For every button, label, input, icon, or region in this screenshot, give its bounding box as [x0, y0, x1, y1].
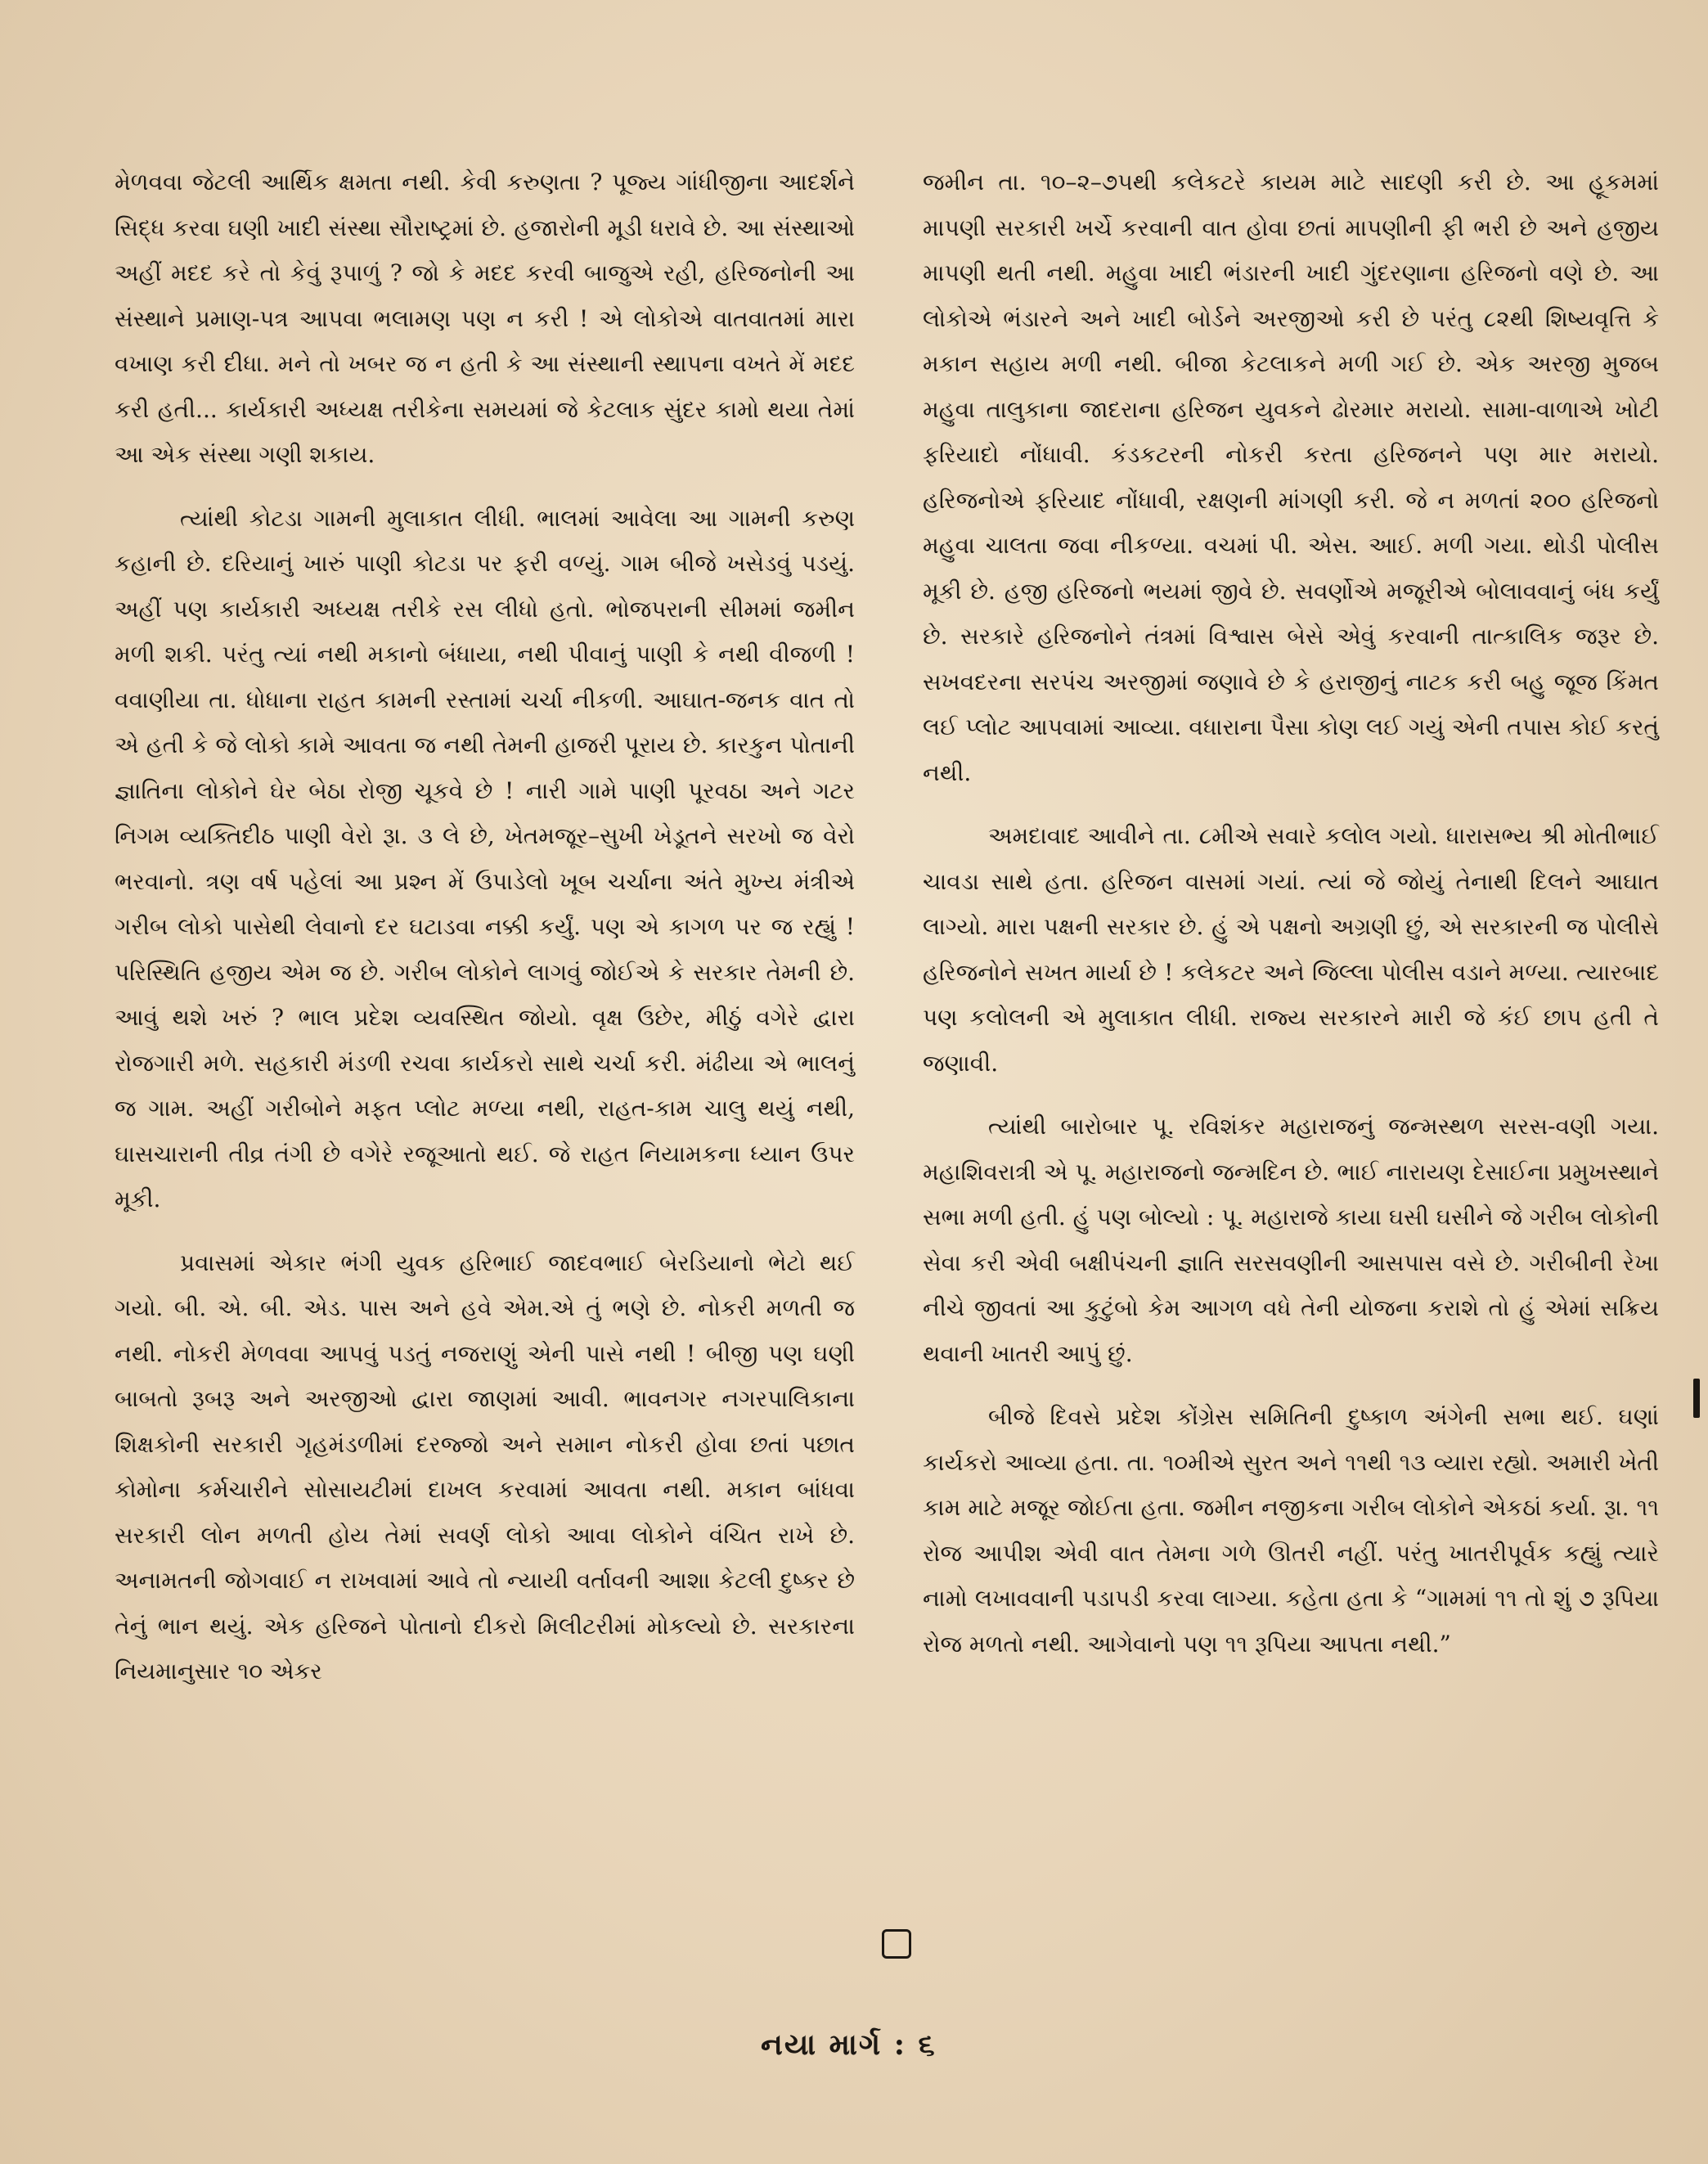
paragraph: અમદાવાદ આવીને તા. ૮મીએ સવારે કલોલ ગયો. ધારાસભ્ય શ્રી મોતીભાઈ ચાવડા સાથે હતા. હરિજન વાસમાં ગયાં. ત્યાં જે જોયું તેનાથી દિલને આઘાત લાગ્યો. મારા પક્ષની સરકાર છે. હું એ પક્ષનો અગ્રણી છું, એ સરકારની જ પોલીસે હરિજનોને સખત માર્યા છે ! કલેકટર અને જિલ્લા પોલીસ વડાને મળ્યા. ત્યારબાદ પણ કલોલની એ મુલાકાત લીધી. રાજ્ય સરકારને મારી જે કંઈ છાપ હતી તે જણાવી. — [923, 822, 1659, 1077]
page-footer-folio: નયા માર્ગ : ૬ — [761, 2027, 937, 2062]
paragraph: જમીન તા. ૧૦–૨–૭૫થી કલેકટરે કાયમ માટે સાદણી કરી છે. આ હૂકમમાં માપણી સરકારી ખર્ચે કરવાની વાત હોવા છતાં માપણીની ફી ભરી છે અને હજીય માપણી થતી નથી. મહુવા ખાદી ભંડારની ખાદી ગુંદરણાના હરિજનો વણે છે. આ લોકોએ ભંડારને અને ખાદી બોર્ડને અરજીઓ કરી છે પરંતુ ૮૨થી શિષ્યવૃત્તિ કે મકાન સહાય મળી નથી. બીજા કેટલાકને મળી ગઈ છે. એક અરજી મુજબ મહુવા તાલુકાના જાદરાના હરિજન યુવકને ઢોરમાર મરાયો. સામા-વાળાએ ખોટી ફરિયાદો નોંધાવી. કંડકટરની નોકરી કરતા હરિજનને પણ માર મરાયો. હરિજનોએ ફરિયાદ નોંધાવી, રક્ષણની માંગણી કરી. જે ન મળતાં ૨૦૦ હરિજનો મહુવા ચાલતા જવા નીકળ્યા. વચમાં પી. એસ. આઈ. મળી ગયા. થોડી પોલીસ મૂકી છે. હજી હરિજનો ભયમાં જીવે છે. સવર્ણોએ મજૂરીએ બોલાવવાનું બંધ કર્યું છે. સરકારે હરિજનોને તંત્રમાં વિશ્વાસ બેસે એવું કરવાની તાત્કાલિક જરૂર છે. સખવદરના સરપંચ અરજીમાં જણાવે છે કે હરાજીનું નાટક કરી બહુ જૂજ કિંમત લઈ પ્લોટ આપવામાં આવ્યા. વધારાના પૈસા કોણ લઈ ગયું એની તપાસ કોઈ કરતું નથી. — [923, 169, 1659, 786]
right-text-column — [923, 160, 1659, 1685]
article-end-square-icon — [882, 1929, 911, 1959]
paragraph: મેળવવા જેટલી આર્થિક ક્ષમતા નથી. કેવી કરુણતા ? પૂજ્ય ગાંધીજીના આદર્શને સિદ્ધ કરવા ઘણી ખાદી સંસ્થા સૌરાષ્ટ્રમાં છે. હજારોની મૂડી ધરાવે છે. આ સંસ્થાઓ અહીં મદદ કરે તો કેવું રૂપાળું ? જો કે મદદ કરવી બાજુએ રહી, હરિજનોની આ સંસ્થાને પ્રમાણ-પત્ર આપવા ભલામણ પણ ન કરી ! એ લોકોએ વાતવાતમાં મારા વખાણ કરી દીધા. મને તો ખબર જ ન હતી કે આ સંસ્થાની સ્થાપના વખતે મેં મદદ કરી હતી... કાર્યકારી અધ્યક્ષ તરીકેના સમયમાં જે કેટલાક સુંદર કામો થયા તેમાં આ એક સંસ્થા ગણી શકાય. — [115, 169, 855, 468]
left-text-column — [115, 160, 855, 1712]
page-edge-mark — [1693, 1379, 1700, 1418]
paragraph: ત્યાંથી કોટડા ગામની મુલાકાત લીધી. ભાલમાં આવેલા આ ગામની કરુણ કહાની છે. દરિયાનું ખારું પાણી કોટડા પર ફરી વળ્યું. ગામ બીજે ખસેડવું પડયું. અહીં પણ કાર્યકારી અધ્યક્ષ તરીકે રસ લીધો હતો. ભોજપરાની સીમમાં જમીન મળી શકી. પરંતુ ત્યાં નથી મકાનો બંધાયા, નથી પીવાનું પાણી કે નથી વીજળી ! વવાણીયા તા. ધોધાના રાહત કામની રસ્તામાં ચર્ચા નીકળી. આઘાત-જનક વાત તો એ હતી કે જે લોકો કામે આવતા જ નથી તેમની હાજરી પૂરાય છે. કારકુન પોતાની જ્ઞાતિના લોકોને ઘેર બેઠા રોજી ચૂકવે છે ! નારી ગામે પાણી પૂરવઠા અને ગટર નિગમ વ્યક્તિદીઠ પાણી વેરો રૂા. ૩ લે છે, ખેતમજૂર–સુખી ખેડૂતને સરખો જ વેરો ભરવાનો. ત્રણ વર્ષ પહેલાં આ પ્રશ્ન મેં ઉપાડેલો ખૂબ ચર્ચાના અંતે મુખ્ય મંત્રીએ ગરીબ લોકો પાસેથી લેવાનો દર ઘટાડવા નક્કી કર્યું. પણ એ કાગળ પર જ રહ્યું ! પરિસ્થિતિ હજીય એમ જ છે. ગરીબ લોકોને લાગવું જોઈએ કે સરકાર તેમની છે. આવું થશે ખરું ? ભાલ પ્રદેશ વ્યવસ્થિત જોયો. વૃક્ષ ઉછેર, મીઠું વગેરે દ્વારા રોજગારી મળે. સહકારી મંડળી રચવા કાર્યકરો સાથે ચર્ચા કરી. મંઢીયા એ ભાલનું જ ગામ. અહીં ગરીબોને મફત પ્લોટ મળ્યા નથી, રાહત-કામ ચાલુ થયું નથી, ઘાસચારાની તીવ્ર તંગી છે વગેરે રજૂઆતો થઈ. જે રાહત નિયામકના ધ્યાન ઉપર મૂકી. — [115, 504, 855, 1212]
paragraph: બીજે દિવસે પ્રદેશ કોંગ્રેસ સમિતિની દુષ્કાળ અંગેની સભા થઈ. ઘણાં કાર્યકરો આવ્યા હતા. તા. ૧૦મીએ સુરત અને ૧૧થી ૧૩ વ્યારા રહ્યો. અમારી ખેતી કામ માટે મજૂર જોઈતા હતા. જમીન નજીકના ગરીબ લોકોને એકઠાં કર્યા. રૂા. ૧૧ રોજ આપીશ એવી વાત તેમના ગળે ઊતરી નહીં. પરંતુ ખાતરીપૂર્વક કહ્યું ત્યારે નામો લખાવવાની પડાપડી કરવા લાગ્યા. કહેતા હતા કે “ગામમાં ૧૧ તો શું ૭ રૂપિયા રોજ મળતો નથી. આગેવાનો પણ ૧૧ રૂપિયા આપતા નથી.” — [923, 1403, 1659, 1658]
paragraph: ત્યાંથી બારોબાર પૂ. રવિશંકર મહારાજનું જન્મસ્થળ સરસ-વણી ગયા. મહાશિવરાત્રી એ પૂ. મહારાજનો જન્મદિન છે. ભાઈ નારાયણ દેસાઈના પ્રમુખસ્થાને સભા મળી હતી. હું પણ બોલ્યો : પૂ. મહારાજે કાયા ઘસી ઘસીને જે ગરીબ લોકોની સેવા કરી એવી બક્ષીપંચની જ્ઞાતિ સરસવણીની આસપાસ વસે છે. ગરીબીની રેખા નીચે જીવતાં આ કુટુંબો કેમ આગળ વધે તેની યોજના કરાશે તો હું એમાં સક્રિય થવાની ખાતરી આપું છું. — [923, 1113, 1659, 1367]
paragraph: પ્રવાસમાં એકાર ભંગી યુવક હરિભાઈ જાદવભાઈ બેરડિયાનો ભેટો થઈ ગયો. બી. એ. બી. એડ. પાસ અને હવે એમ.એ તું ભણે છે. નોકરી મળતી જ નથી. નોકરી મેળવવા આપવું પડતું નજરાણું એની પાસે નથી ! બીજી પણ ઘણી બાબતો રૂબરૂ અને અરજીઓ દ્વારા જાણમાં આવી. ભાવનગર નગરપાલિકાના શિક્ષકોની સરકારી ગૃહમંડળીમાં દરજ્જો અને સમાન નોકરી હોવા છતાં પછાત કોમોના કર્મચારીને સોસાયટીમાં દાખલ કરવામાં આવતા નથી. મકાન બાંધવા સરકારી લોન મળતી હોય તેમાં સવર્ણ લોકો આવા લોકોને વંચિત રાખે છે. અનામતની જોગવાઈ ન રાખવામાં આવે તો ન્યાયી વર્તાવની આશા કેટલી દુષ્કર છે તેનું ભાન થયું. એક હરિજને પોતાનો દીકરો મિલીટરીમાં મોકલ્યો છે. સરકારના નિયમાનુસાર ૧૦ એકર — [115, 1248, 855, 1685]
